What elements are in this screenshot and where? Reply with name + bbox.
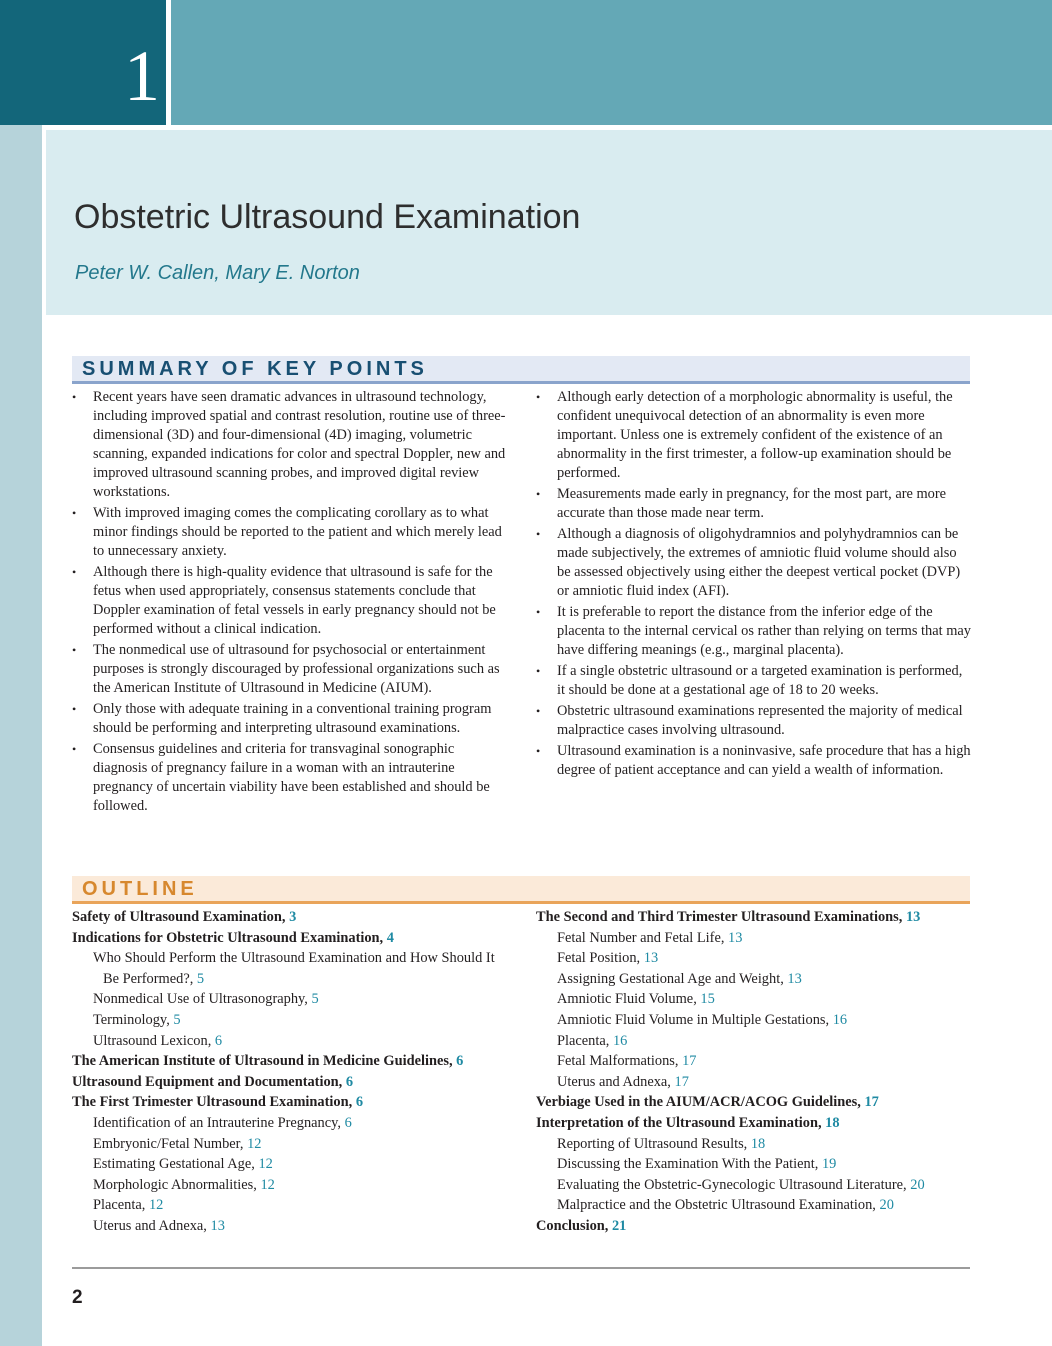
outline-entry-text: Ultrasound Lexicon, (93, 1032, 215, 1049)
outline-entry[interactable] (72, 948, 508, 989)
outline-page-link[interactable]: 13 (728, 929, 743, 946)
outline-entry[interactable] (536, 928, 972, 949)
outline-entry[interactable] (72, 989, 508, 1010)
outline-page-link[interactable]: 6 (355, 1094, 364, 1111)
outline-entry[interactable] (72, 1031, 508, 1052)
outline-entry-text: Morphologic Abnormalities, (93, 1176, 261, 1193)
outline-entry-text: Amniotic Fluid Volume, (557, 991, 701, 1008)
outline-page-link[interactable]: 15 (700, 991, 715, 1008)
outline-entry-text: Estimating Gestational Age, (93, 1156, 259, 1173)
outline-entry-text: Ultrasound Equipment and Documentation, (72, 1073, 346, 1090)
outline-entry[interactable] (536, 969, 972, 990)
outline-page-link[interactable]: 4 (386, 929, 394, 946)
outline-entry-text: Terminology, (93, 1011, 174, 1028)
outline-entry-text: Verbiage Used in the AIUM/ACR/ACOG Guidelines, (536, 1094, 865, 1111)
outline-page-link[interactable]: 18 (750, 1135, 766, 1152)
outline-entry-text: Discussing the Examination With the Patient, (557, 1156, 822, 1173)
key-point-item: • With improved imaging comes the complicating corollary as to what minor findings should be reported to the patient and which merely lead to unnecessary anxiety. (72, 504, 508, 561)
page-number: 2 (72, 1287, 83, 1308)
outline-page-link[interactable]: 13 (210, 1217, 225, 1234)
key-point-item: • Measurements made early in pregnancy, for the most part, are more accurate than those made near term. (536, 485, 972, 523)
outline-entry[interactable] (536, 1216, 972, 1237)
outline-page-link[interactable]: 6 (456, 1053, 464, 1070)
key-point-item: • The nonmedical use of ultrasound for psychosocial or entertainment purposes is strongly discouraged by professional organizations such as the American Institute of Ultrasound in Medicine (AIUM). (72, 641, 508, 698)
outline-page-link[interactable]: 6 (214, 1032, 223, 1049)
outline-entry[interactable] (72, 1216, 508, 1237)
key-points-right-column (536, 388, 972, 782)
outline-entry[interactable] (536, 1195, 972, 1216)
outline-entry[interactable] (72, 1113, 508, 1134)
key-point-item: • Consensus guidelines and criteria for transvaginal sonographic diagnosis of pregnancy failure in a woman with an intrauterine pregnancy of uncertain viability have been established and should be followed. (72, 740, 508, 816)
outline-page-link[interactable]: 20 (910, 1176, 925, 1193)
outline-entry[interactable] (72, 1010, 508, 1031)
outline-entry-text: Placenta, (93, 1197, 149, 1214)
outline-page-link[interactable]: 20 (879, 1197, 894, 1214)
outline-entry-text: Malpractice and the Obstetric Ultrasound Examination, (557, 1197, 880, 1214)
outline-entry[interactable] (72, 1051, 508, 1072)
outline-entry[interactable] (72, 907, 508, 928)
outline-entry-text: Conclusion, (536, 1217, 612, 1234)
outline-page-link[interactable]: 6 (345, 1073, 354, 1090)
outline-page-link[interactable]: 12 (148, 1197, 164, 1214)
outline-entry[interactable] (72, 1195, 508, 1216)
outline-entry[interactable] (72, 1175, 508, 1196)
outline-entry[interactable] (536, 1113, 972, 1134)
outline-entry[interactable] (72, 1072, 508, 1093)
chapter-title: Obstetric Ultrasound Examination (74, 198, 581, 236)
outline-entry-text: Evaluating the Obstetric-Gynecologic Ultrasound Literature, (557, 1176, 911, 1193)
outline-entry[interactable] (536, 1072, 972, 1093)
outline-entry[interactable] (536, 989, 972, 1010)
outline-entry-text: Nonmedical Use of Ultrasonography, (93, 991, 312, 1008)
outline-page-link[interactable]: 17 (674, 1073, 689, 1090)
key-points-rule (72, 381, 970, 384)
outline-entry-text: Uterus and Adnexa, (557, 1073, 675, 1090)
outline-entry-text: The American Institute of Ultrasound in Medicine Guidelines, (72, 1053, 457, 1070)
outline-page-link[interactable]: 19 (821, 1156, 837, 1173)
outline-page-link[interactable]: 6 (344, 1114, 352, 1131)
outline-right-column (536, 907, 972, 1237)
outline-page-link[interactable]: 5 (173, 1011, 181, 1028)
outline-page-link[interactable]: 13 (905, 909, 921, 925)
outline-entry-text: Reporting of Ultrasound Results, (557, 1135, 751, 1152)
outline-rule (72, 901, 970, 904)
outline-entry-text: Interpretation of the Ultrasound Examination, (536, 1114, 826, 1131)
key-point-item: • If a single obstetric ultrasound or a targeted examination is performed, it should be done at a gestational age of 18 to 20 weeks. (536, 662, 972, 700)
outline-entry[interactable] (72, 1092, 508, 1113)
chapter-number: 1 (124, 36, 160, 116)
outline-entry[interactable] (72, 928, 508, 949)
outline-entry-text: Uterus and Adnexa, (93, 1217, 211, 1234)
key-point-item: • Only those with adequate training in a conventional training program should be performing and interpreting ultrasound examinations. (72, 700, 508, 738)
outline-page-link[interactable]: 5 (311, 991, 319, 1008)
key-point-item: • Ultrasound examination is a noninvasive, safe procedure that has a high degree of patient acceptance and can yield a wealth of information. (536, 742, 972, 780)
chapter-authors: Peter W. Callen, Mary E. Norton (75, 262, 360, 284)
outline-entry[interactable] (536, 1051, 972, 1072)
outline-entry[interactable] (536, 948, 972, 969)
outline-entry-text: The Second and Third Trimester Ultrasound Examinations, (536, 909, 906, 925)
outline-page-link[interactable]: 13 (787, 970, 802, 987)
outline-entry[interactable] (536, 1134, 972, 1155)
outline-page-link[interactable]: 12 (260, 1176, 275, 1193)
outline-entry[interactable] (536, 1092, 972, 1113)
outline-entry-text: Who Should Perform the Ultrasound Examination and How Should It Be Performed?, (93, 950, 495, 987)
outline-page-link[interactable]: 16 (832, 1011, 848, 1028)
key-points-heading: SUMMARY OF KEY POINTS (82, 358, 428, 380)
outline-page-link[interactable]: 17 (682, 1053, 697, 1070)
outline-entry[interactable] (536, 1031, 972, 1052)
key-point-item: • Obstetric ultrasound examinations represented the majority of medical malpractice cases involving ultrasound. (536, 702, 972, 740)
footer-rule (72, 1267, 970, 1269)
outline-entry-text: Safety of Ultrasound Examination, (72, 909, 290, 925)
outline-entry-text: Embryonic/Fetal Number, (93, 1135, 248, 1152)
outline-page-link[interactable]: 16 (612, 1032, 628, 1049)
left-margin-bar (0, 125, 42, 1346)
outline-entry-text: Identification of an Intrauterine Pregnancy, (93, 1114, 345, 1131)
header-band (171, 0, 1052, 125)
outline-page-link[interactable]: 3 (289, 909, 297, 925)
outline-left-column (72, 907, 508, 1237)
outline-heading-bar (72, 876, 970, 904)
outline-page-link[interactable]: 12 (258, 1156, 273, 1173)
outline-entry[interactable] (536, 1010, 972, 1031)
key-point-item: • It is preferable to report the distance from the inferior edge of the placenta to the internal cervical os rather than relying on terms that may have differing meanings (e.g., marginal placenta). (536, 603, 972, 660)
outline-entry-text: Fetal Position, (557, 950, 644, 967)
outline-entry[interactable] (536, 1154, 972, 1175)
outline-page-link[interactable]: 5 (196, 970, 205, 987)
outline-entry-text: Amniotic Fluid Volume in Multiple Gestations, (557, 1011, 833, 1028)
outline-entry[interactable] (536, 907, 972, 928)
outline-page-link[interactable]: 12 (247, 1135, 262, 1152)
outline-entry[interactable] (536, 1175, 972, 1196)
outline-entry[interactable] (72, 1154, 508, 1175)
key-points-heading-bar (72, 356, 970, 384)
outline-page-link[interactable]: 13 (643, 950, 659, 967)
outline-entry-text: Fetal Malformations, (557, 1053, 683, 1070)
key-point-item: • Recent years have seen dramatic advances in ultrasound technology, including improved spatial and contrast resolution, routine use of three-dimensional (3D) and four-dimensional (4D) imaging, volumetric scanning, expanded indications for color and spectral Doppler, new and improved ultrasound scanning probes, and improved digital review workstations. (72, 388, 508, 502)
outline-page-link[interactable]: 21 (611, 1217, 627, 1234)
outline-page-link[interactable]: 18 (825, 1114, 840, 1131)
key-point-item: • Although a diagnosis of oligohydramnios and polyhydramnios can be made subjectively, the extremes of amniotic fluid volume should also be assessed objectively using either the deepest vertical pocket (DVP) or amniotic fluid index (AFI). (536, 525, 972, 601)
outline-entry[interactable] (72, 1134, 508, 1155)
key-point-item: • Although early detection of a morphologic abnormality is useful, the confident unequivocal detection of an abnormality is even more important. Unless one is extremely confident of the existence of an abnormality in the first trimester, a follow-up examination should be performed. (536, 388, 972, 483)
outline-entry-text: Assigning Gestational Age and Weight, (557, 970, 788, 987)
outline-entry-text: The First Trimester Ultrasound Examination, (72, 1094, 356, 1111)
outline-heading: OUTLINE (82, 878, 198, 900)
outline-entry-text: Fetal Number and Fetal Life, (557, 929, 729, 946)
outline-page-link[interactable]: 17 (864, 1094, 879, 1111)
outline-entry-text: Placenta, (557, 1032, 613, 1049)
key-points-left-column (72, 388, 508, 818)
outline-entry-text: Indications for Obstetric Ultrasound Examination, (72, 929, 387, 946)
key-point-item: • Although there is high-quality evidence that ultrasound is safe for the fetus when used appropriately, consensus statements conclude that Doppler examination of fetal vessels in early pregnancy should not be performed without a clinical indication. (72, 563, 508, 639)
